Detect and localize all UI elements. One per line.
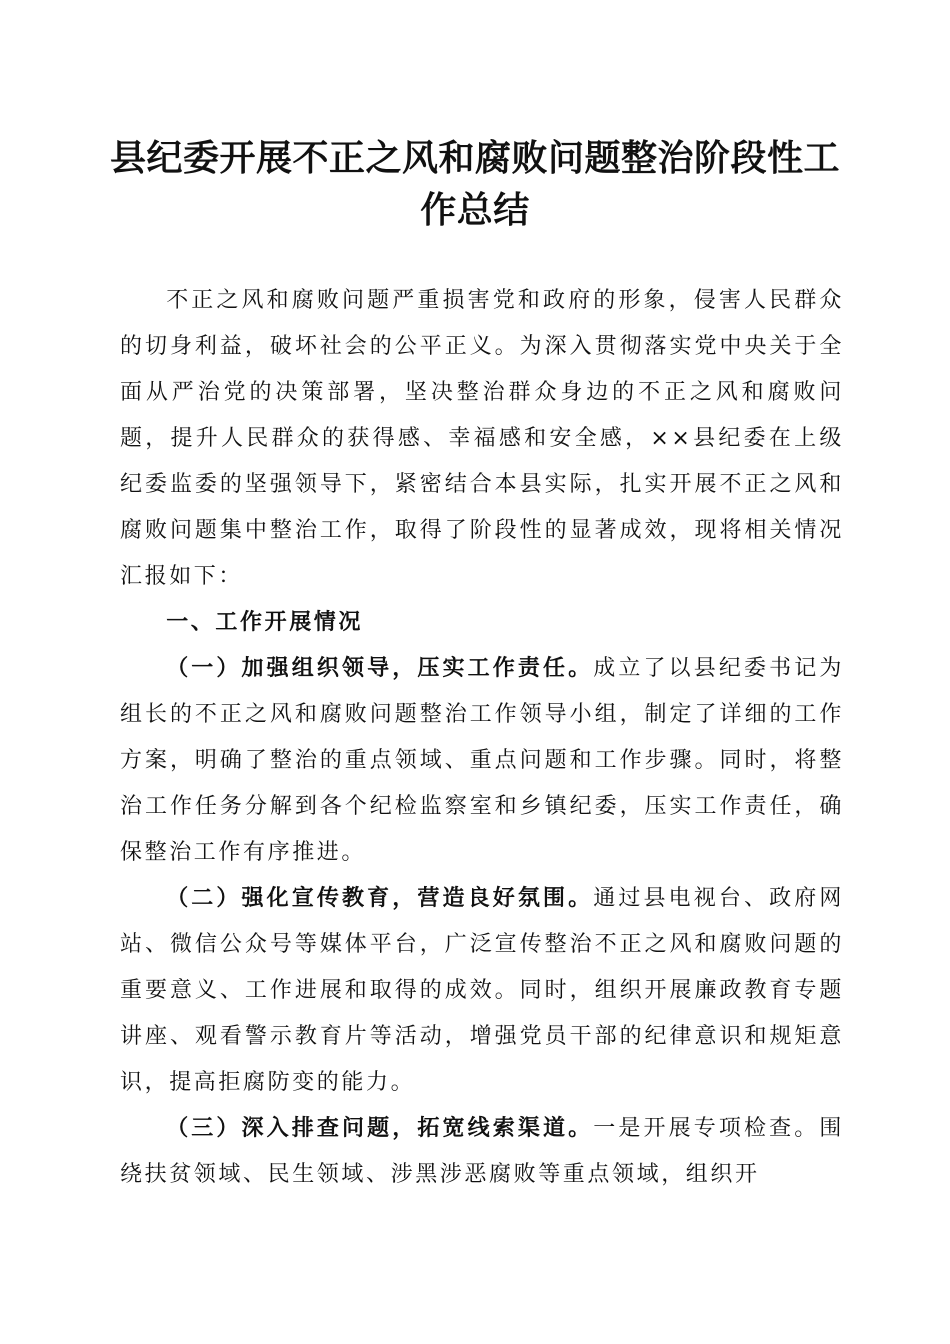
item-paragraph-3: [120, 1106, 844, 1198]
document-title: 县纪委开展不正之风和腐败问题整治阶段性工作总结: [110, 137, 841, 231]
section-heading: 一、工作开展情况: [166, 610, 363, 635]
item-subtitle: （二）强化宣传教育，营造良好氛围。: [166, 886, 594, 911]
item-text: 通过县电视台、政府网站、微信公众号等媒体平台，广泛宣传整治不正之风和腐败问题的重要意义、工作进展和取得的成效。同时，组织开展廉政教育专题讲座、观看警示教育片等活动，增强党员干部的纪律意识和规矩意识，提高拒腐防变的能力。: [120, 886, 844, 1095]
item-paragraph-2: [120, 876, 844, 1106]
item-text: 一是开展专项检查。围绕扶贫领域、民生领域、涉黑涉恶腐败等重点领域，组织开: [120, 1116, 844, 1187]
document-body: [120, 278, 844, 1198]
item-paragraph-1: [120, 646, 844, 876]
item-text: 成立了以县纪委书记为组长的不正之风和腐败问题整治工作领导小组，制定了详细的工作方案，明确了整治的重点领域、重点问题和工作步骤。同时，将整治工作任务分解到各个纪检监察室和乡镇纪委，压实工作责任，确保整治工作有序推进。: [120, 656, 844, 865]
item-subtitle: （三）深入排查问题，拓宽线索渠道。: [166, 1116, 594, 1141]
intro-paragraph: 不正之风和腐败问题严重损害党和政府的形象，侵害人民群众的切身利益，破坏社会的公平正义。为深入贯彻落实党中央关于全面从严治党的决策部署，坚决整治群众身边的不正之风和腐败问题，提升人民群众的获得感、幸福感和安全感，××县纪委在上级纪委监委的坚强领导下，紧密结合本县实际，扎实开展不正之风和腐败问题集中整治工作，取得了阶段性的显著成效，现将相关情况汇报如下：: [120, 288, 844, 589]
item-subtitle: （一）加强组织领导，压实工作责任。: [166, 656, 594, 681]
